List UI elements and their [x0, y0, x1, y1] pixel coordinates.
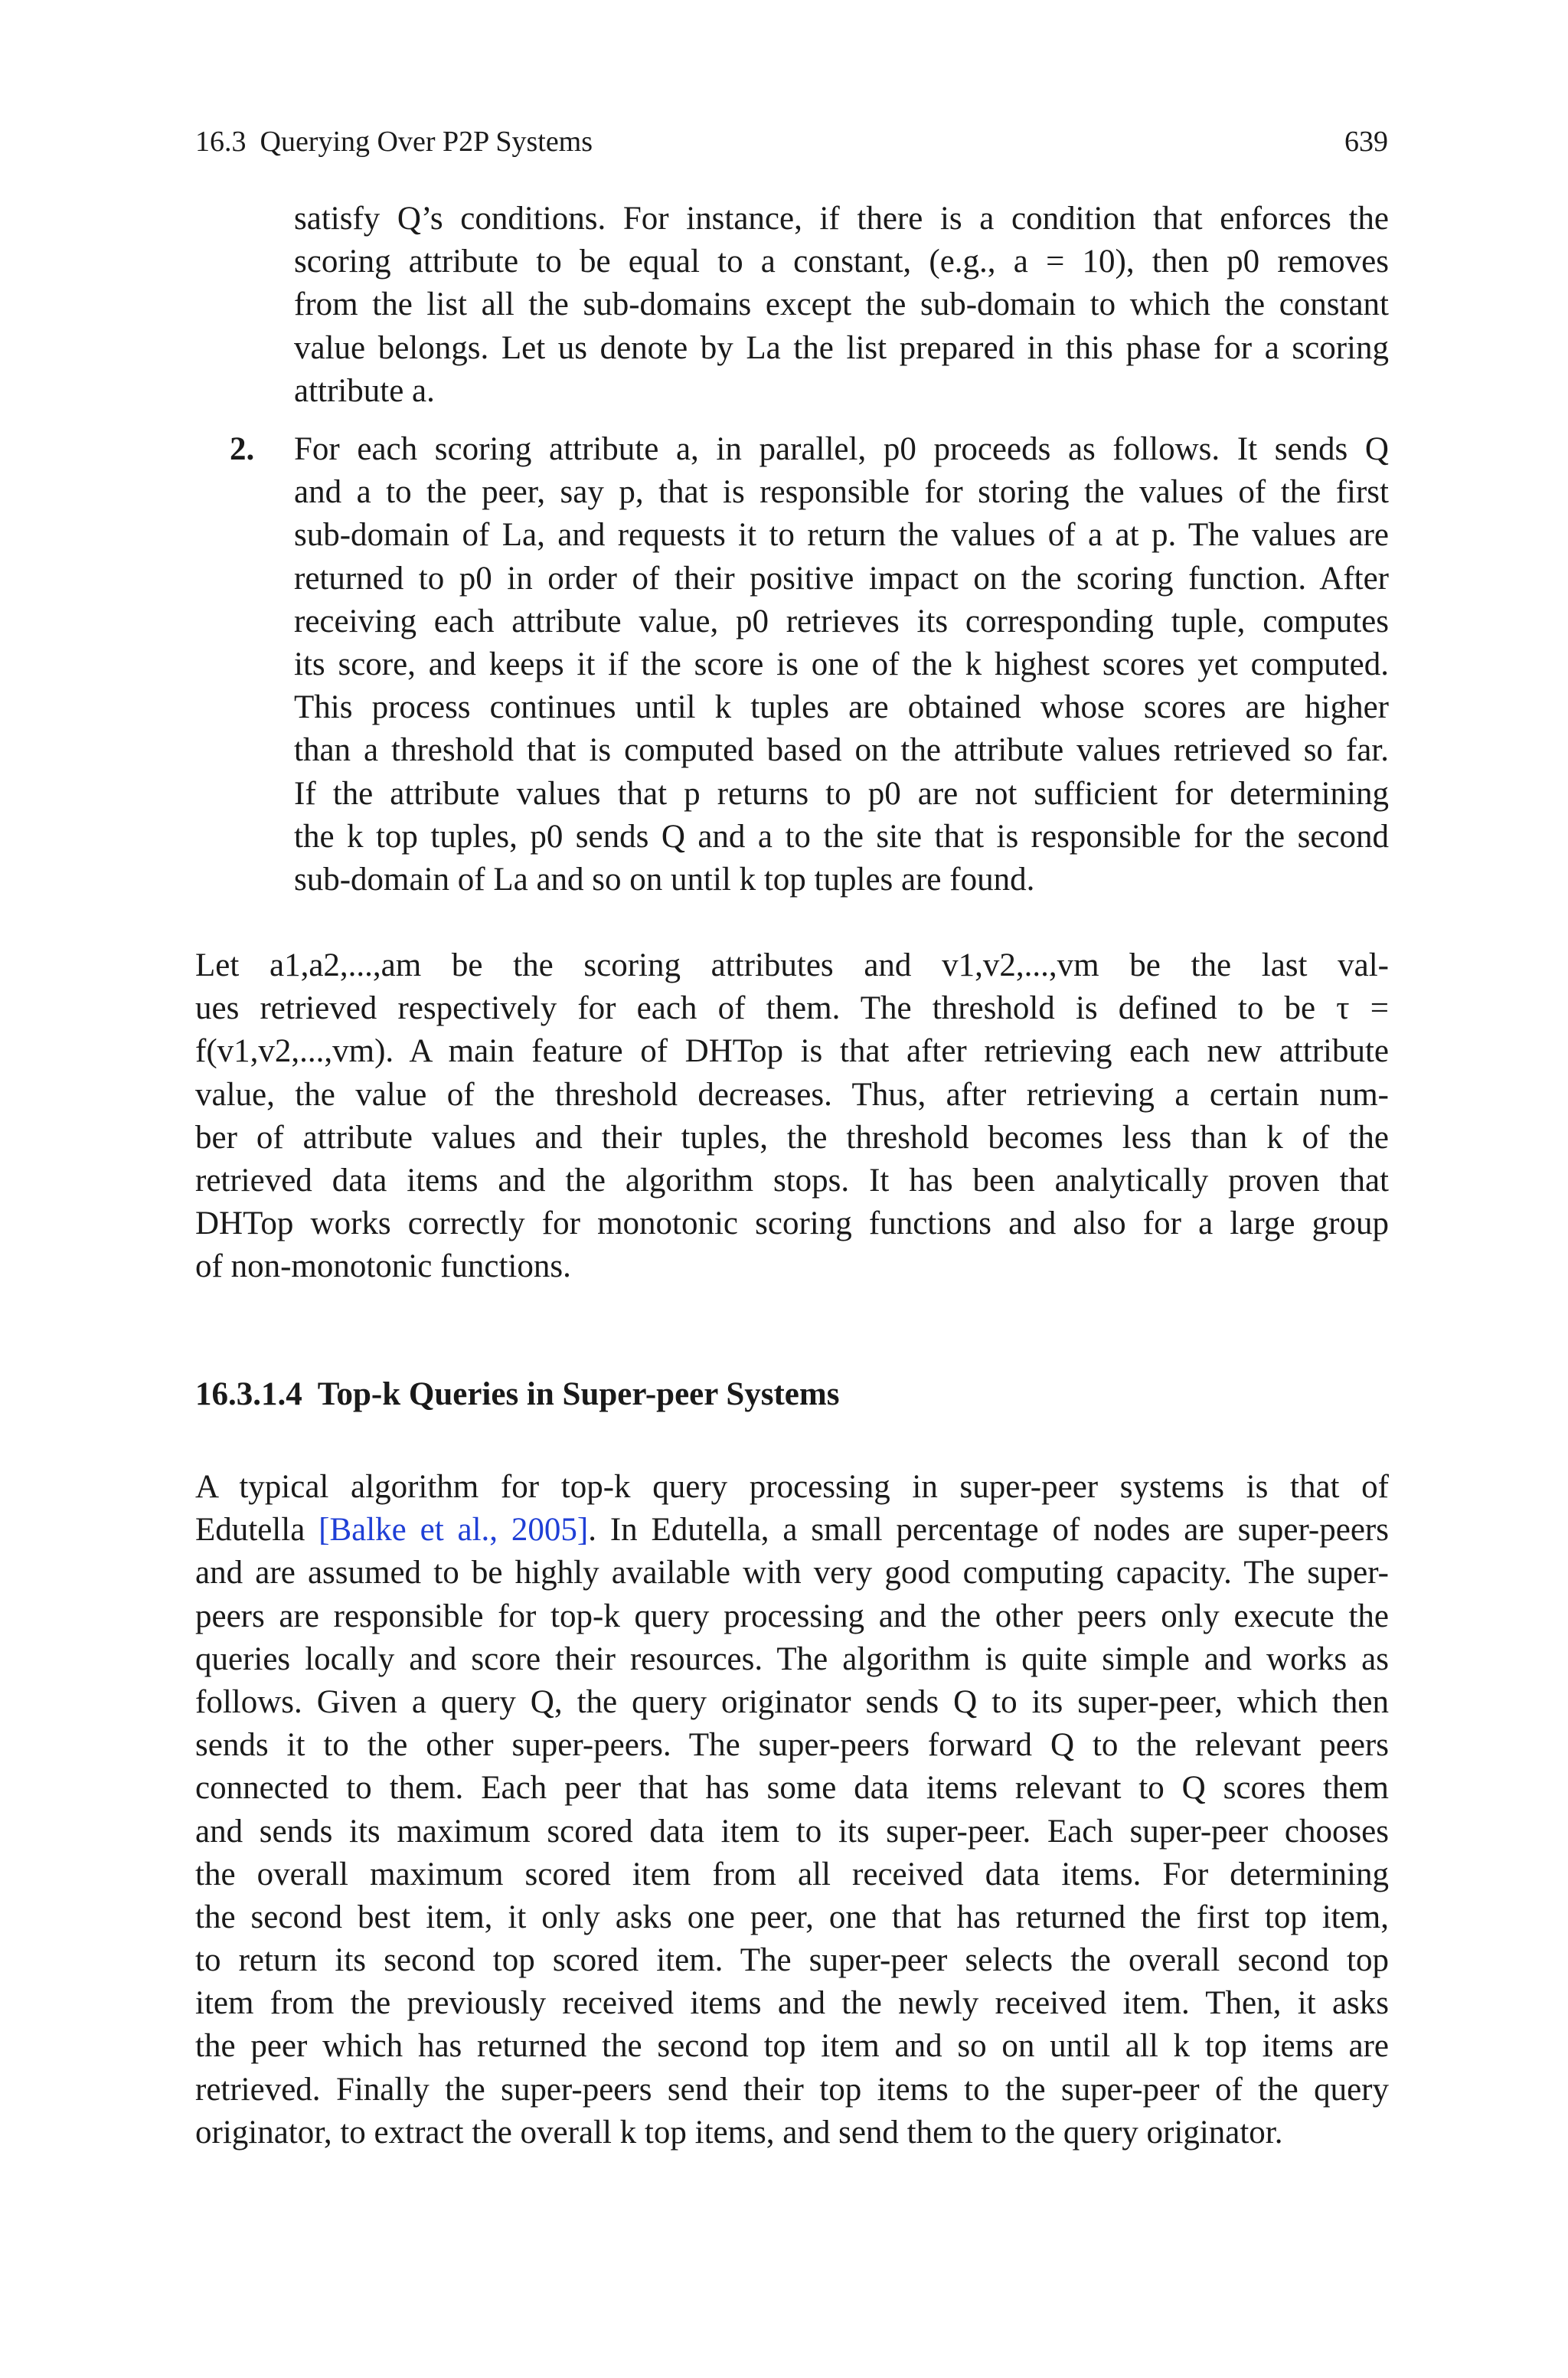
running-head-section	[195, 123, 593, 161]
text-line: from the list all the sub-domains except the sub-domain to which the constant	[294, 286, 1389, 323]
section-title: Querying Over P2P Systems	[260, 126, 593, 158]
text-line: sub-domain of La, and requests it to return the values of a at p. The values are	[294, 517, 1389, 554]
text-line: the overall maximum scored item from all received data items. For determining	[195, 1856, 1389, 1892]
text-line: For each scoring attribute a, in parallel, p0 proceeds as follows. It sends Q	[294, 431, 1389, 467]
paragraph-threshold	[195, 944, 1389, 1289]
text-line: retrieved data items and the algorithm stops. It has been analytically proven that	[195, 1162, 1389, 1199]
text-line: peers are responsible for top-k query processing and the other peers only execute the	[195, 1598, 1389, 1634]
text-line: the k top tuples, p0 sends Q and a to the site that is responsible for the second	[294, 818, 1389, 855]
text-line: Let a1,a2,...,am be the scoring attributes and v1,v2,...,vm be the last val-	[195, 947, 1389, 983]
text-line: satisfy Q’s conditions. For instance, if there is a condition that enforces the	[294, 201, 1389, 237]
text-line: scoring attribute to be equal to a constant, (e.g., a = 10), then p0 removes	[294, 244, 1389, 280]
text-line: attribute a.	[294, 372, 435, 409]
text-line: receiving each attribute value, p0 retrieves its corresponding tuple, computes	[294, 603, 1389, 639]
text-line: queries locally and score their resources. The algorithm is quite simple and works as	[195, 1640, 1389, 1677]
text-line: value belongs. Let us denote by La the list prepared in this phase for a scoring	[294, 329, 1389, 366]
text-line: than a threshold that is computed based on the attribute values retrieved so far.	[294, 732, 1389, 769]
page-number: 639	[1344, 126, 1388, 158]
text-line: of non-monotonic functions.	[195, 1248, 571, 1285]
text-line: item from the previously received items and the newly received item. Then, it asks	[195, 1985, 1389, 2022]
subsection-number: 16.3.1.4	[195, 1376, 302, 1412]
text-line: the peer which has returned the second top item and so on until all k top items are	[195, 2028, 1389, 2065]
text-line: value, the value of the threshold decreases. Thus, after retrieving a certain num-	[195, 1076, 1389, 1113]
list-item-body	[294, 428, 1389, 901]
text-line: originator, to extract the overall k top items, and send them to the query originator.	[195, 2114, 1283, 2151]
text-line: and sends its maximum scored data item to its super-peer. Each super-peer chooses	[195, 1813, 1389, 1850]
text-line-with-citation	[195, 1509, 1389, 1552]
text-line: A typical algorithm for top-k query processing in super-peer systems is that of	[195, 1469, 1389, 1505]
list-item-number: 2.	[230, 431, 255, 467]
text-line: the second best item, it only asks one peer, one that has returned the first top item,	[195, 1899, 1389, 1935]
text-line: its score, and keeps it if the score is one of the k highest scores yet computed.	[294, 646, 1389, 682]
text-line: This process continues until k tuples are obtained whose scores are higher	[294, 689, 1389, 726]
text-line: ber of attribute values and their tuples, the threshold becomes less than k of the	[195, 1119, 1389, 1156]
running-head	[195, 123, 1388, 161]
citation-link[interactable]: [Balke et al., 2005]	[318, 1512, 589, 1549]
text-line: If the attribute values that p returns to p0 are not sufficient for determining	[294, 775, 1389, 812]
text-line: f(v1,v2,...,vm). A main feature of DHTop is that after retrieving each new attribute	[195, 1033, 1389, 1070]
text-line: DHTop works correctly for monotonic scoring functions and also for a large group	[195, 1205, 1389, 1242]
text-line: retrieved. Finally the super-peers send their top items to the super-peer of the query	[195, 2071, 1389, 2108]
subsection-title: Top-k Queries in Super-peer Systems	[317, 1376, 840, 1412]
section-number: 16.3	[195, 126, 247, 158]
text-line: connected to them. Each peer that has some data items relevant to Q scores them	[195, 1770, 1389, 1807]
list-item-1-continuation	[294, 198, 1389, 413]
text-fragment: . In Edutella, a small percentage of nodes are super-peers	[588, 1512, 1389, 1549]
text-line: sub-domain of La and so on until k top tuples are found.	[294, 861, 1035, 898]
paragraph-edutella	[195, 1466, 1389, 2154]
text-line: and a to the peer, say p, that is responsible for storing the values of the first	[294, 474, 1389, 511]
text-line: to return its second top scored item. The super-peer selects the overall second top	[195, 1942, 1389, 1979]
subsection-heading	[195, 1373, 839, 1416]
text-line: ues retrieved respectively for each of them. The threshold is defined to be τ =	[195, 990, 1389, 1027]
text-fragment: Edutella	[195, 1512, 319, 1549]
text-line: sends it to the other super-peers. The super-peers forward Q to the relevant peers	[195, 1727, 1389, 1764]
text-line: and are assumed to be highly available with very good computing capacity. The super-	[195, 1555, 1389, 1591]
text-line: returned to p0 in order of their positive impact on the scoring function. After	[294, 560, 1389, 597]
text-line: follows. Given a query Q, the query originator sends Q to its super-peer, which then	[195, 1683, 1389, 1720]
